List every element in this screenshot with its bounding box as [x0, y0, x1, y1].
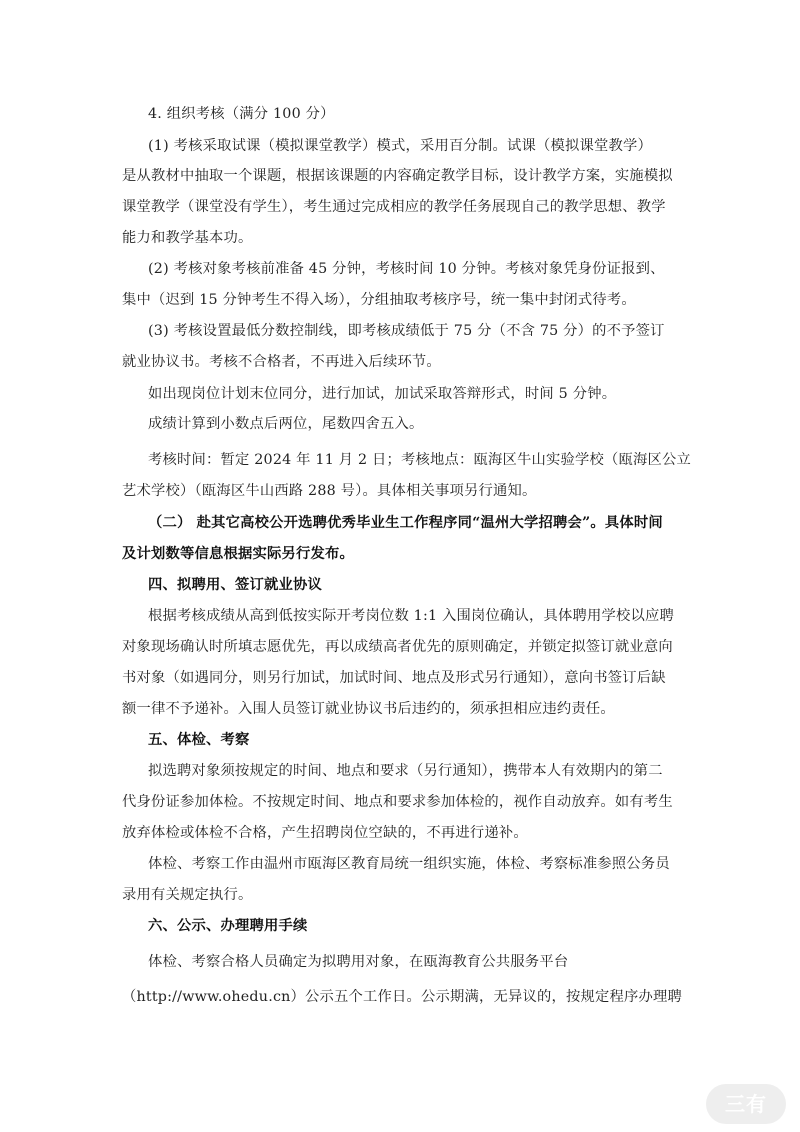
section-4-line-3: 书对象（如遇同分，则另行加试，加试时间、地点及形式另行通知），意向书签订后缺 — [122, 670, 666, 686]
heading-section-4: 四、拟聘用、签订就业协议 — [148, 577, 322, 593]
time-place-line-2: 艺术学校）（瓯海区牛山西路 288 号）。具体相关事项另行通知。 — [122, 483, 537, 499]
item-2-line-2: 集中（迟到 15 分钟考生不得入场），分组抽取考核序号，统一集中封闭式待考。 — [122, 292, 636, 308]
section-6-line-2: （http://www.ohedu.cn）公示五个工作日。公示期满，无异议的，按规定程序办理聘 — [122, 989, 682, 1005]
item-1-line-4: 能力和教学基本功。 — [122, 230, 253, 246]
item-1-line-3: 课堂教学（课堂没有学生），考生通过完成相应的教学任务展现自己的教学思想、教学 — [122, 199, 666, 215]
section-4-title: 4. 组织考核（满分 100 分） — [148, 106, 335, 122]
section-4-line-2: 对象现场确认时所填志愿优先，再以成绩高者优先的原则确定，并锁定拟签订就业意向 — [122, 639, 673, 655]
section-5a-line-3: 放弃体检或体检不合格，产生招聘岗位空缺的，不再进行递补。 — [122, 825, 528, 841]
item-1-line-2: 是从教材中抽取一个课题，根据该课题的内容确定教学目标，设计教学方案，实施模拟 — [122, 168, 673, 184]
section-5b-line-2: 录用有关规定执行。 — [122, 887, 253, 903]
item-3-line-2: 就业协议书。考核不合格者，不再进入后续环节。 — [122, 354, 441, 370]
section-5a-line-2: 代身份证参加体检。不按规定时间、地点和要求参加体检的，视作自动放弃。如有考生 — [122, 794, 673, 810]
section-5a-line-1: 拟选聘对象须按规定的时间、地点和要求（另行通知），携带本人有效期内的第二 — [148, 763, 663, 779]
item-2-line-1: (2) 考核对象考核前准备 45 分钟，考核时间 10 分钟。考核对象凭身份证报到、 — [148, 261, 665, 277]
part-2-line-2: 及计划数等信息根据实际另行发布。 — [122, 546, 354, 562]
section-5b-line-1: 体检、考察工作由温州市瓯海区教育局统一组织实施，体检、考察标准参照公务员 — [148, 856, 670, 872]
watermark-badge: 三有 — [706, 1084, 786, 1124]
item-3-line-1: (3) 考核设置最低分数控制线，即考核成绩低于 75 分（不含 75 分）的不予签订 — [148, 323, 665, 339]
heading-section-5: 五、体检、考察 — [148, 732, 250, 748]
score-rule-paragraph: 成绩计算到小数点后两位，尾数四舍五入。 — [148, 416, 424, 432]
heading-section-6: 六、公示、办理聘用手续 — [148, 918, 308, 934]
section-4-line-1: 根据考核成绩从高到低按实际开考岗位数 1:1 入围岗位确认，具体聘用学校以应聘 — [148, 608, 674, 624]
section-6-line-1: 体检、考察合格人员确定为拟聘用对象，在瓯海教育公共服务平台 — [148, 954, 569, 970]
tie-rule-paragraph: 如出现岗位计划末位同分，进行加试，加试采取答辩形式，时间 5 分钟。 — [148, 386, 617, 402]
part-2-line-1: （二） 赴其它高校公开选聘优秀毕业生工作程序同“温州大学招聘会”。具体时间 — [148, 515, 663, 531]
section-4-line-4: 额一律不予递补。入围人员签订就业协议书后违约的，须承担相应违约责任。 — [122, 701, 615, 717]
time-place-line-1: 考核时间：暂定 2024 年 11 月 2 日；考核地点：瓯海区牛山实验学校（瓯海区公立 — [148, 452, 691, 468]
item-1-line-1: (1) 考核采取试课（模拟课堂教学）模式，采用百分制。试课（模拟课堂教学） — [148, 138, 652, 154]
